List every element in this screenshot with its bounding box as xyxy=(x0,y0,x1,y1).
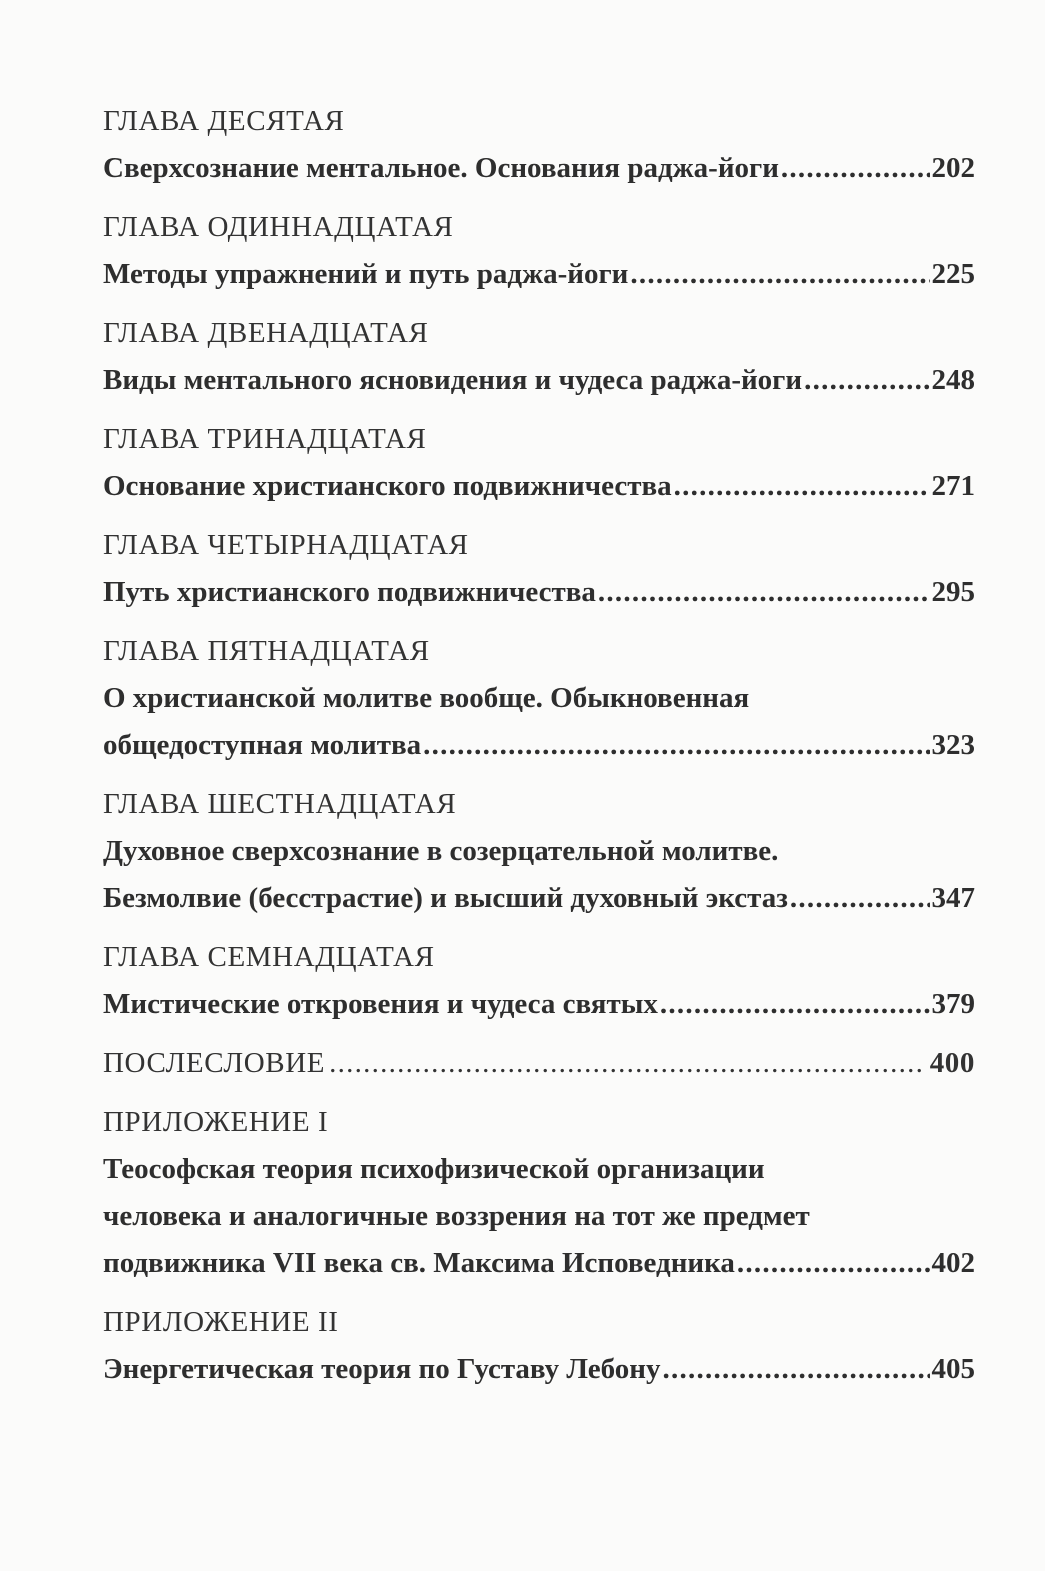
toc-entry-chapter-13 xyxy=(103,416,975,510)
dot-leader xyxy=(423,722,929,769)
chapter-title: Виды ментального ясновидения и чудеса раджа-йоги xyxy=(103,364,803,396)
chapter-title: Безмолвие (бесстрастие) и высший духовный экстаз xyxy=(103,882,788,914)
page-number: 225 xyxy=(931,258,975,290)
dot-leader xyxy=(737,1240,930,1287)
chapter-heading: ГЛАВА ШЕСТНАДЦАТАЯ xyxy=(103,788,457,820)
appendix-title-line: Теософская теория психофизической организации xyxy=(103,1153,765,1185)
toc-entry-chapter-11 xyxy=(103,204,975,298)
dot-leader xyxy=(329,1040,926,1087)
chapter-title: Мистические откровения и чудеса святых xyxy=(103,988,658,1020)
table-of-contents xyxy=(103,98,975,1405)
dot-leader xyxy=(781,145,930,192)
dot-leader xyxy=(790,875,930,922)
toc-entry-appendix-1 xyxy=(103,1099,975,1287)
toc-line xyxy=(103,722,975,769)
page-number: 248 xyxy=(931,364,975,396)
toc-line xyxy=(103,1240,975,1287)
toc-entry-appendix-2 xyxy=(103,1299,975,1393)
dot-leader xyxy=(660,981,930,1028)
chapter-heading: ГЛАВА ДЕСЯТАЯ xyxy=(103,105,345,137)
afterword-title: ПОСЛЕСЛОВИЕ xyxy=(103,1047,326,1079)
toc-entry-chapter-15 xyxy=(103,628,975,769)
appendix-title: Энергетическая теория по Густаву Лебону xyxy=(103,1353,661,1385)
chapter-heading: ГЛАВА ПЯТНАДЦАТАЯ xyxy=(103,635,430,667)
toc-line xyxy=(103,145,975,192)
chapter-heading: ГЛАВА ЧЕТЫРНАДЦАТАЯ xyxy=(103,529,469,561)
page-number: 379 xyxy=(931,988,975,1020)
toc-line xyxy=(103,251,975,298)
page-number: 400 xyxy=(929,1047,975,1079)
toc-line xyxy=(103,463,975,510)
chapter-title: Методы упражнений и путь раджа-йоги xyxy=(103,258,629,290)
chapter-heading: ГЛАВА СЕМНАДЦАТАЯ xyxy=(103,941,435,973)
toc-line xyxy=(103,875,975,922)
page-number: 295 xyxy=(931,576,975,608)
page-number: 405 xyxy=(931,1353,975,1385)
appendix-title-line: человека и аналогичные воззрения на тот же предмет xyxy=(103,1200,810,1232)
chapter-heading: ГЛАВА ОДИННАДЦАТАЯ xyxy=(103,211,454,243)
toc-entry-afterword xyxy=(103,1040,975,1087)
chapter-heading: ГЛАВА ТРИНАДЦАТАЯ xyxy=(103,423,427,455)
page-number: 271 xyxy=(931,470,975,502)
toc-line xyxy=(103,981,975,1028)
dot-leader xyxy=(674,463,930,510)
page-number: 202 xyxy=(931,152,975,184)
chapter-title: Основание христианского подвижничества xyxy=(103,470,672,502)
toc-line xyxy=(103,569,975,616)
chapter-title: Путь христианского подвижничества xyxy=(103,576,596,608)
chapter-title: Сверхсознание ментальное. Основания раджа-йоги xyxy=(103,152,779,184)
appendix-heading: ПРИЛОЖЕНИЕ II xyxy=(103,1306,339,1338)
toc-entry-chapter-16 xyxy=(103,781,975,922)
page-number: 323 xyxy=(931,729,975,761)
chapter-heading: ГЛАВА ДВЕНАДЦАТАЯ xyxy=(103,317,429,349)
toc-entry-chapter-12 xyxy=(103,310,975,404)
appendix-title: подвижника VII века св. Максима Исповедника xyxy=(103,1247,735,1279)
toc-line xyxy=(103,1040,975,1087)
appendix-heading: ПРИЛОЖЕНИЕ I xyxy=(103,1106,329,1138)
chapter-title: общедоступная молитва xyxy=(103,729,422,761)
dot-leader xyxy=(598,569,930,616)
page-number: 402 xyxy=(931,1247,975,1279)
chapter-title-line: О христианской молитве вообще. Обыкновенная xyxy=(103,682,750,714)
toc-line xyxy=(103,357,975,404)
dot-leader xyxy=(630,251,929,298)
dot-leader xyxy=(662,1346,929,1393)
dot-leader xyxy=(804,357,929,404)
toc-entry-chapter-14 xyxy=(103,522,975,616)
toc-entry-chapter-17 xyxy=(103,934,975,1028)
toc-line xyxy=(103,1346,975,1393)
chapter-title-line: Духовное сверхсознание в созерцательной молитве. xyxy=(103,835,779,867)
toc-entry-chapter-10 xyxy=(103,98,975,192)
page-number: 347 xyxy=(931,882,975,914)
